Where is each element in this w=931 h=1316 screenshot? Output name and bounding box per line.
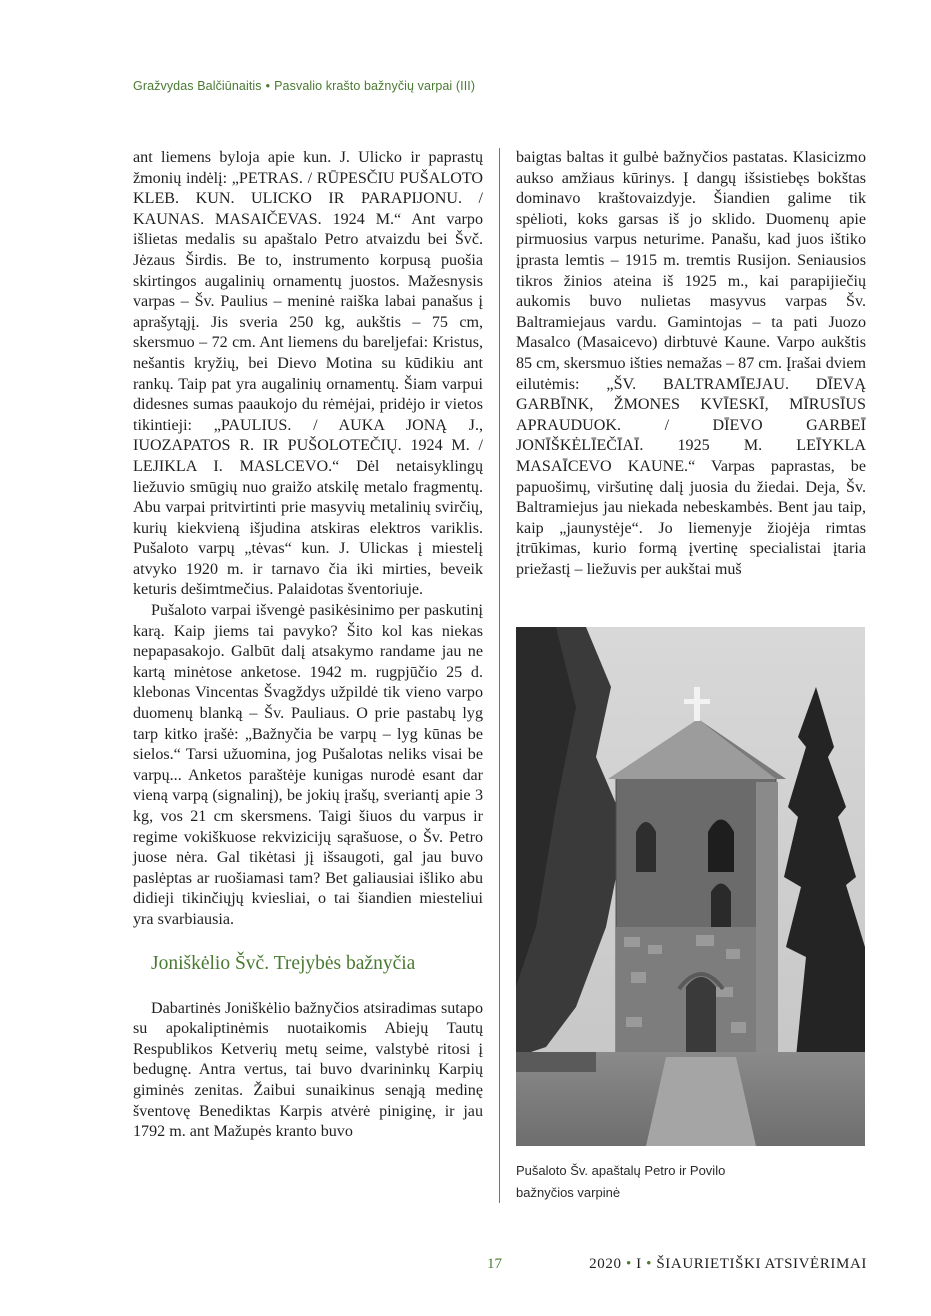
footer-journal	[589, 1256, 867, 1273]
bell-tower-illustration	[516, 627, 865, 1146]
footer-year: 2020	[589, 1256, 622, 1272]
footer-separator-2: •	[646, 1256, 652, 1272]
footer-issue: I	[636, 1256, 642, 1272]
section-paragraph: Dabartinės Joniškėlio bažnyčios atsiradimas sutapo su apokaliptinėmis nuotaikomis Abiejų Tautų Respublikos Ketverių metų seime, valstybė ritosi į bedugnę. Antra vertus, tai buvo dvarininkų Karpių giminės zenitas. Žaibui sunaikinus senąją medinę šventovę Benediktas Karpis atvėrė piniginę, ir jau 1792 m. ant Mažupės kranto buvo	[133, 999, 483, 1141]
left-paragraph-1: ant liemens byloja apie kun. J. Ulicko ir paprastų žmonių indėlį: „PETRAS. / RŪPESČIU PUŠALOTO KLEB. KUN. ULICKO IR PARAPIJONU. / KAUNAS. MASAIČEVAS. 1924 M.“ Ant varpo išlietas medalis su apaštalo Petro atvaizdu bei Švč. Jėzaus Širdis. Be to, instrumento korpusą puošia skirtingos augalinių ornamentų juostos. Mažesnysis varpas – Šv. Paulius – meninė raiška labai panašus į aprašytąjį. Jis sveria 250 kg, aukštis – 75 cm, skersmuo – 72 cm. Ant liemens du bareljefai: Kristus, nešantis kryžių, bei Dievo Motina su kūdikiu ant rankų. Taip pat yra augalinių ornamentų. Šiam varpui didesnes sumas paaukojo du rėmėjai, pridėjo ir vietos tikintieji: „PAULIUS. / AUKA JONĄ J., IUOZAPATOS R. IR PUŠOLOTEČIŲ. 1924 M. / LEJIKLA I. MASLCEVO.“ Dėl netaisyklingų liežuvio smūgių nuo graižo atskilę metalo fragmentų. Abu varpai pritvirtinti prie masyvių metalinių svirčių, kurių kiekvieną išjudina atskiras elektros variklis. Pušaloto varpų „tėvas“ kun. J. Ulickas į miestelį atvyko 1920 m. ir tarnavo čia iki mirties, beveik keturis dešimtmečius. Palaidotas šventoriuje.	[133, 149, 483, 599]
left-column	[133, 148, 483, 1198]
header-title: Pasvalio krašto bažnyčių varpai (III)	[274, 79, 476, 93]
caption-line-1: Pušaloto Šv. apaštalų Petro ir Povilo	[516, 1163, 726, 1178]
header-author: Gražvydas Balčiūnaitis	[133, 79, 262, 93]
left-paragraph-2: Pušaloto varpai išvengė pasikėsinimo per paskutinį karą. Kaip jiems tai pavyko? Šito kol kas niekas nepapasakojo. Galbūt dalį atsakymo randame jau ne kartą minėtose anketose. 1942 m. rugpjūčio 25 d. klebonas Vincentas Švagždys užpildė tik vieno varpo duomenų blanką – Šv. Pauliaus. O prie pastabų lyg tarp kitko įrašė: „Bažnyčia be varpų – lyg kūnas be sielos.“ Tarsi užuomina, jog Pušalotas neliks visai be varpų... Anketos paraštėje kunigas nurodė esant dar vieną varpą (signalinį), be jokių įrašų, sveriantį apie 3 kg, vos 21 cm skersmens. Taigi šiuos du varpus ir regime vokiškuose rekvizicijų sąrašuose, o Šv. Petro juose nėra. Gal tikėtasi jį išsaugoti, gal jau buvo paslėptas ar ruošiamasi tam? Bet galiausiai išliko abu didieji tikinčiųjų kviesliai, o tai šiandien miesteliui yra svarbiausia.	[133, 602, 483, 928]
header-separator: •	[265, 79, 271, 93]
right-column	[516, 148, 866, 580]
footer-journal-title: ŠIAURIETIŠKI ATSIVĖRIMAI	[656, 1256, 867, 1272]
photo-caption	[516, 1160, 865, 1204]
bell-tower-photo	[516, 627, 865, 1146]
column-divider	[499, 148, 500, 1203]
running-head	[133, 79, 475, 93]
section-heading: Joniškėlio Švč. Trejybės bažnyčia	[151, 952, 416, 974]
footer-separator-1: •	[625, 1256, 632, 1272]
page-number: 17	[487, 1256, 502, 1272]
caption-line-2: bažnyčios varpinė	[516, 1185, 621, 1200]
right-paragraph: baigtas baltas it gulbė bažnyčios pastatas. Klasicizmo aukso amžiaus kūrinys. Į dangų išsistiebęs bokštas dominavo kraštovaizdyje. Šiandien galime tik spėlioti, koks garsas iš jo sklido. Duomenų apie pirmuosius varpus neturime. Panašu, kad juos ištiko įprasta lemtis – 1915 m. tremtis Rusijon. Seniausios tikros žinios ateina iš 1925 m., kai parapijiečių aukomis buvo nulietas masyvus varpas Šv. Baltramiejaus vardu. Gamintojas – ta pati Juozo Masalco (Masaicevo) dirbtuvė Kaune. Varpo aukštis 85 cm, skersmuo išties nemažas – 87 cm. Įrašai dviem eilutėmis: „ŠV. BALTRAMĪEJAU. DĪEVĄ GARBĪNK, ŽMONES KVĪESKĪ, MĪRUSĪUS APRAUDUOK. / DĪEVO GARBEĪ JONĪŠKĖLĪEČĪAĪ. 1925 M. LEĪYKLA MASAĪCEVO KAUNE.“ Varpas paprastas, be papuošimų, viršutinę dalį juosia du žiedai. Deja, Šv. Baltramiejus jau niekada nebeskambės. Bent jau taip, kaip „jaunystėje“. Jo liemenyje žiojėja rimtas įtrūkimas, kurio formą įvertinę specialistai įtaria priežastį – liežuvis per aukštai muš	[516, 149, 866, 578]
